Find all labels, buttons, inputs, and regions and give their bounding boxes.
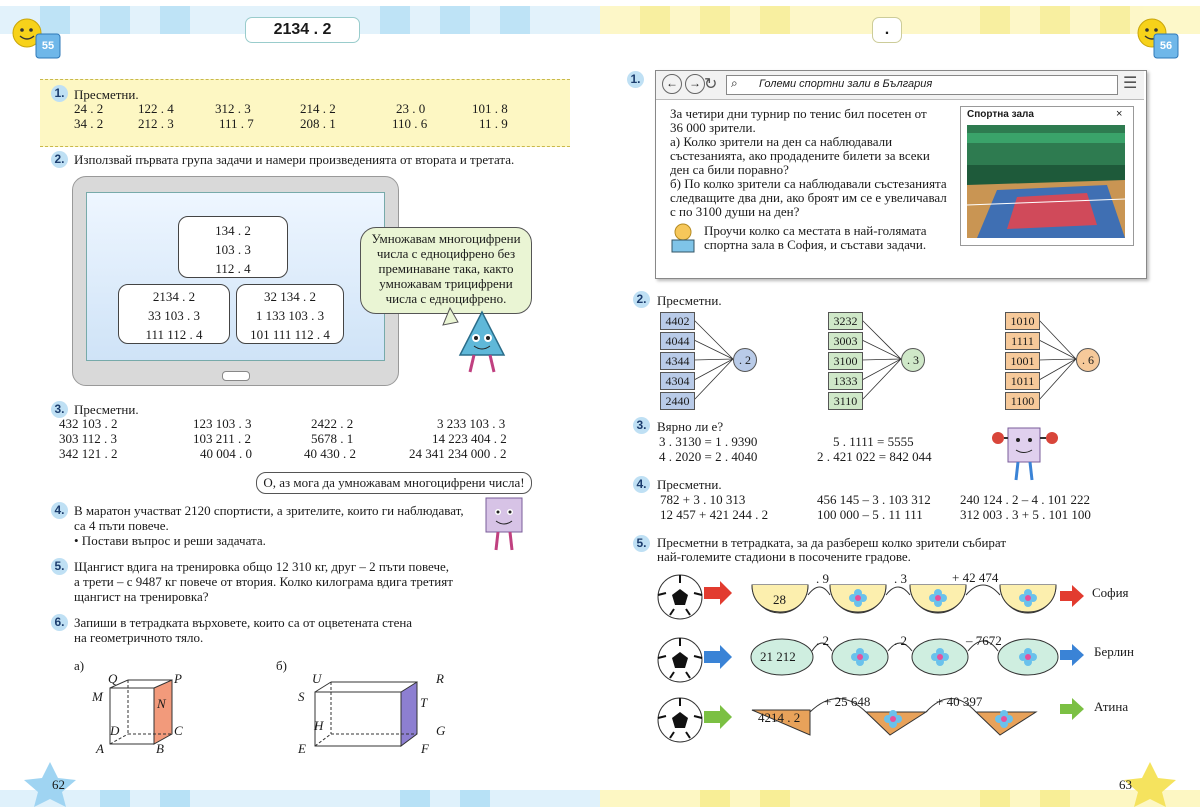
text-line: Запиши в тетрадката върховете, които са от оцветената стена — [74, 615, 413, 630]
expr: 111 112 . 4 — [145, 327, 203, 342]
expr: 101 . 8 — [472, 101, 508, 116]
operator-circle: . 2 — [733, 348, 757, 372]
expr: 100 000 – 5 . 11 111 — [817, 507, 923, 522]
equation: 5 . 1111 = 5555 — [833, 434, 914, 449]
expr: 40 430 . 2 — [304, 446, 356, 461]
expr: 24 . 2 — [74, 101, 104, 116]
vertex-label: P — [174, 671, 182, 686]
number-box: 3232 — [828, 312, 863, 330]
exercise-title: Пресметни. — [657, 477, 722, 492]
text-line: б) По колко зрители са наблюдавали състезанията — [670, 176, 947, 191]
text-line: Щангист вдига на тренировка общо 12 310 кг, друг – 2 пъти повече, — [74, 559, 450, 574]
forward-icon[interactable]: → — [685, 74, 705, 94]
text-line: състезанията, ако продадените билети за всеки — [670, 148, 930, 163]
bubble-line: числа с едноцифрено. — [385, 291, 507, 306]
text-line: • Постави въпрос и реши задачата. — [74, 533, 266, 548]
expr: 312 . 3 — [215, 101, 251, 116]
exercise-number: 5. — [51, 558, 68, 575]
expr: 208 . 1 — [300, 116, 336, 131]
expr: 5678 . 1 — [311, 431, 354, 446]
expr: 103 . 3 — [215, 242, 251, 257]
expr: 14 223 404 . 2 — [432, 431, 507, 446]
chain-operation: + 40 397 — [936, 694, 983, 709]
chain-operation: + 42 474 — [952, 570, 999, 585]
chain-operation: . 2 — [816, 633, 829, 648]
exercise-title: Вярно ли е? — [657, 419, 724, 434]
expr: 112 . 4 — [215, 261, 251, 276]
exercise-number: 1. — [51, 85, 68, 102]
vertex-label: U — [312, 671, 322, 686]
exercise-title: Пресметни. — [657, 293, 722, 308]
expr: 456 145 – 3 . 103 312 — [817, 492, 931, 507]
task-line: спортна зала в София, и състави задачи. — [704, 237, 927, 252]
number-box: 2440 — [660, 392, 695, 410]
vertex-label: B — [156, 741, 164, 756]
expr: 1 133 103 . 3 — [255, 308, 325, 323]
expr: 342 121 . 2 — [59, 446, 118, 461]
vertex-label: R — [436, 671, 444, 686]
number-box: 1111 — [1005, 332, 1040, 350]
exercise-number: 3. — [51, 401, 68, 418]
expr: 214 . 2 — [300, 101, 336, 116]
vertex-label: E — [298, 741, 306, 756]
city-label: София — [1092, 585, 1129, 600]
bubble-line: преминаване така, както — [378, 261, 514, 276]
exercise-title: Използвай първата група задачи и намери произведенията от втората и третата. — [74, 152, 515, 167]
search-input[interactable]: Големи спортни зали в България — [759, 78, 933, 90]
chain-operation: + 25 648 — [824, 694, 871, 709]
expr: 103 211 . 2 — [193, 431, 252, 446]
bubble-line: числа с едноцифрено без — [376, 246, 516, 261]
number-box: 1011 — [1005, 372, 1040, 390]
label-a: а) — [74, 658, 85, 673]
expr: 40 004 . 0 — [200, 446, 252, 461]
vertex-label: M — [92, 689, 103, 704]
chain-operation: . 9 — [816, 571, 829, 586]
expr: 134 . 2 — [215, 223, 251, 238]
reload-icon[interactable]: ↻ — [704, 76, 718, 93]
operator-circle: . 3 — [901, 348, 925, 372]
expr: 33 103 . 3 — [148, 308, 200, 323]
vertex-label: Q — [108, 671, 118, 686]
vertex-label: H — [314, 718, 324, 733]
text-line: Пресметни в тетрадката, за да разбереш колко зрители събират — [657, 535, 1007, 550]
page-number-left: 62 — [52, 777, 65, 792]
exercise-number: 3. — [633, 417, 650, 434]
expr: 12 457 + 421 244 . 2 — [660, 507, 769, 522]
city-label: Атина — [1094, 699, 1129, 714]
number-box: 1010 — [1005, 312, 1040, 330]
number-box: 4402 — [660, 312, 695, 330]
exercise-number: 4. — [633, 476, 650, 493]
number-box: 4344 — [660, 352, 695, 370]
text-line: а) Колко зрители на ден са наблюдавали — [670, 134, 893, 149]
dumbbell-character — [990, 420, 1060, 482]
text-line: За четири дни турнир по тенис бил посетен от — [670, 106, 927, 121]
chain-start-value: 4214 . 2 — [758, 710, 801, 725]
expr: 122 . 4 — [138, 101, 174, 116]
text-line: В маратон участват 2120 спортисти, а зрителите, които ги наблюдават, — [74, 503, 464, 518]
bubble-line: умножавам трицифрени — [379, 276, 513, 291]
number-box: 4044 — [660, 332, 695, 350]
vertex-label: D — [110, 723, 120, 738]
label-b: б) — [276, 658, 287, 673]
exercise-number: 6. — [51, 614, 68, 631]
page-badge-right: 56 — [1159, 40, 1173, 52]
vertex-label: G — [436, 723, 446, 738]
vertex-label: N — [157, 696, 166, 711]
page-title-left: 2134 . 2 — [245, 17, 360, 43]
expr: 432 103 . 2 — [59, 416, 118, 431]
text-line: следващите два дни, ако броят им се е увеличавал — [670, 190, 947, 205]
expr: 24 341 234 000 . 2 — [409, 446, 507, 461]
expr: 23 . 0 — [396, 101, 426, 116]
chain-operation: . 3 — [894, 571, 907, 586]
chain-operation: . 2 — [894, 633, 907, 648]
page-badge-left: 55 — [41, 40, 55, 52]
number-box: 3003 — [828, 332, 863, 350]
expr: 2134 . 2 — [152, 289, 196, 304]
text-line: а трети – с 9487 кг повече от втория. Колко килограма вдига третият — [74, 574, 453, 589]
menu-icon[interactable]: ☰ — [1123, 75, 1138, 92]
task-line: Проучи колко са местата в най-голямата — [704, 223, 927, 238]
expr: 11 . 9 — [479, 116, 508, 131]
number-box: 1100 — [1005, 392, 1040, 410]
exercise-title: Пресметни. — [74, 402, 139, 417]
expr: 111 . 7 — [219, 116, 254, 131]
text-line: са 4 пъти повече. — [74, 518, 169, 533]
number-box: 1333 — [828, 372, 863, 390]
expr: 110 . 6 — [392, 116, 428, 131]
back-icon[interactable]: ← — [662, 74, 682, 94]
page-number-right: 63 — [1119, 777, 1132, 792]
text-line: 36 000 зрители. — [670, 120, 756, 135]
vertex-label: T — [420, 695, 428, 710]
text-line: най-големите стадиони в посочените градове. — [657, 549, 911, 564]
city-label: Берлин — [1094, 644, 1134, 659]
chain-start-value: 28 — [773, 592, 786, 607]
number-box: 4304 — [660, 372, 695, 390]
number-box: 1001 — [1005, 352, 1040, 370]
page-title-right: . — [872, 17, 902, 43]
expr: 240 124 . 2 – 4 . 101 222 — [960, 492, 1090, 507]
expr: 32 134 . 2 — [264, 289, 316, 304]
text-line: на геометричното тяло. — [74, 630, 204, 645]
vertex-label: C — [174, 723, 183, 738]
text-line: с по 3100 души на ден? — [670, 204, 800, 219]
bubble-line: Умножавам многоцифрени — [371, 231, 521, 246]
exercise-title: Пресметни. — [74, 87, 139, 102]
equation: 2 . 421 022 = 842 044 — [817, 449, 932, 464]
exercise-number: 4. — [51, 502, 68, 519]
expr: 212 . 3 — [138, 116, 174, 131]
chain-start-value: 21 212 — [760, 649, 796, 664]
expr: 782 + 3 . 10 313 — [660, 492, 746, 507]
speech-bubble-square: О, аз мога да умножавам многоцифрени числа! — [256, 472, 532, 494]
expr: 123 103 . 3 — [193, 416, 252, 431]
expr: 3 233 103 . 3 — [437, 416, 506, 431]
number-box: 3100 — [828, 352, 863, 370]
chain-operation: – 7672 — [966, 633, 1002, 648]
text-line: щангист на тренировка? — [74, 589, 209, 604]
panel-title: Спортна зала — [967, 109, 1034, 120]
operator-circle: . 6 — [1076, 348, 1100, 372]
stadium-chains — [640, 565, 1160, 750]
expr: 34 . 2 — [74, 116, 104, 131]
expr: 101 111 112 . 4 — [250, 327, 330, 342]
equation: 3 . 3130 = 1 . 9390 — [659, 434, 758, 449]
close-icon[interactable]: × — [1116, 108, 1123, 120]
expr: 312 003 . 3 + 5 . 101 100 — [960, 507, 1091, 522]
expr: 2422 . 2 — [311, 416, 354, 431]
exercise-number: 5. — [633, 535, 650, 552]
vertex-label: F — [421, 741, 429, 756]
exercise-number: 2. — [633, 291, 650, 308]
expr: 303 112 . 3 — [59, 431, 118, 446]
exercise-number: 1. — [627, 71, 644, 88]
vertex-label: A — [96, 741, 104, 756]
number-box: 3110 — [828, 392, 863, 410]
equation: 4 . 2020 = 2 . 4040 — [659, 449, 758, 464]
exercise-number: 2. — [51, 151, 68, 168]
search-icon: ⌕ — [731, 76, 738, 90]
text-line: ден са били поравно? — [670, 162, 789, 177]
vertex-label: S — [298, 689, 305, 704]
